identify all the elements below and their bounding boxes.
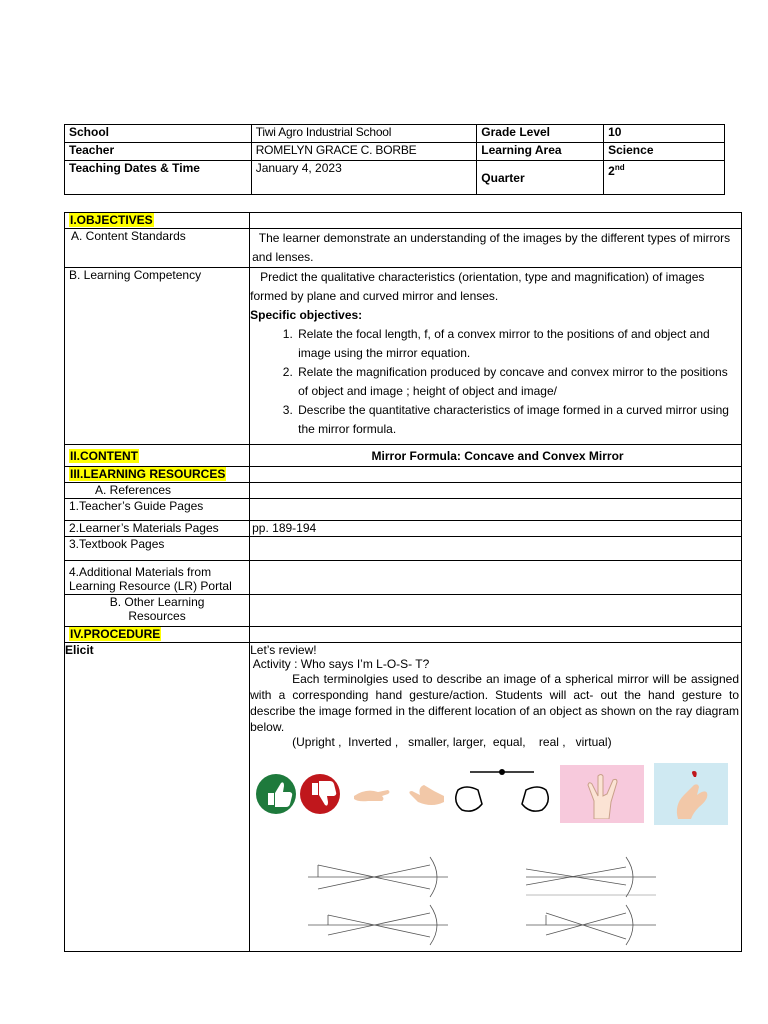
objectives-heading: I.OBJECTIVES	[65, 213, 250, 229]
learning-resources-heading: III.LEARNING RESOURCES	[65, 467, 250, 483]
teaching-dates-value: January 4, 2023	[251, 161, 477, 195]
procedure-heading: IV.PROCEDURE	[65, 627, 250, 643]
thumbs-up-down-icon	[254, 765, 344, 823]
textbook-label: 3.Textbook Pages	[65, 537, 250, 561]
quarter-label: Quarter	[477, 161, 604, 195]
hand-sign-rock-icon	[560, 765, 644, 823]
references-label: A. References	[65, 483, 250, 499]
school-label: School	[65, 125, 252, 143]
elicit-label: Elicit	[65, 643, 250, 952]
grade-level-label: Grade Level	[477, 125, 604, 143]
lesson-plan-table	[64, 212, 742, 952]
learners-materials-value: pp. 189-194	[250, 521, 742, 537]
content-standards-text: The learner demonstrate an understanding of the images by the different types of mirrors and lenses.	[250, 229, 742, 268]
activity-paragraph: Each terminolgies used to describe an image of a spherical mirror will be assigned with a corresponding hand gesture/action. Students will act- out the hand gesture to describe the image formed in the different location of an object as shown on the ray diagram below.	[250, 672, 739, 734]
elicit-content	[250, 643, 742, 952]
teacher-label: Teacher	[65, 143, 252, 161]
concave-ray-diagram-icon	[308, 855, 456, 951]
learning-area-label: Learning Area	[477, 143, 604, 161]
ray-diagrams	[308, 855, 739, 951]
hands-width-icon	[454, 766, 550, 822]
specific-objective-3: 3. Describe the quantitative characteristics of image formed in a curved mirror using the mirror formula.	[296, 401, 739, 439]
finger-heart-icon	[654, 763, 728, 825]
learning-area-value: Science	[604, 143, 725, 161]
convex-ray-diagram-icon	[526, 855, 656, 951]
specific-objectives-list	[250, 325, 739, 439]
other-resources-label: B. Other Learning Resources	[65, 595, 250, 627]
learning-competency-text: Predict the qualitative characteristics (orientation, type and magnification) of images formed by plane and curved mirror and lenses.	[250, 270, 708, 303]
specific-objective-1: 1. Relate the focal length, f, of a convex mirror to the positions of and object and image using the mirror equation.	[296, 325, 739, 363]
activity-line: Activity : Who says I’m L-O-S- T?	[250, 657, 430, 671]
teachers-guide-label: 1.Teacher’s Guide Pages	[65, 499, 250, 521]
school-value: Tiwi Agro Industrial School	[251, 125, 477, 143]
additional-materials-label: 4.Additional Materials from Learning Resource (LR) Portal	[65, 561, 250, 595]
teacher-value: ROMELYN GRACE C. BORBE	[251, 143, 477, 161]
learning-competency-cell	[250, 268, 742, 445]
content-text: Mirror Formula: Concave and Convex Mirror	[250, 445, 742, 467]
hand-gesture-images	[254, 763, 739, 825]
specific-objective-2: 2. Relate the magnification produced by concave and convex mirror to the positions of object and image ; height of object and image/	[296, 363, 739, 401]
hands-pinch-icon	[354, 766, 444, 822]
content-standards-label: A. Content Standards	[65, 229, 250, 268]
header-table	[64, 124, 725, 195]
teaching-dates-label: Teaching Dates & Time	[65, 161, 252, 195]
terms-line: (Upright , Inverted , smaller, larger, equal, real , virtual)	[292, 735, 612, 749]
grade-level-value: 10	[604, 125, 725, 143]
review-line: Let’s review!	[250, 643, 317, 657]
quarter-value: 2nd	[604, 161, 725, 195]
content-heading: II.CONTENT	[65, 445, 250, 467]
learners-materials-label: 2.Learner’s Materials Pages	[65, 521, 250, 537]
specific-objectives-title: Specific objectives:	[250, 308, 363, 322]
learning-competency-label: B. Learning Competency	[65, 268, 250, 445]
